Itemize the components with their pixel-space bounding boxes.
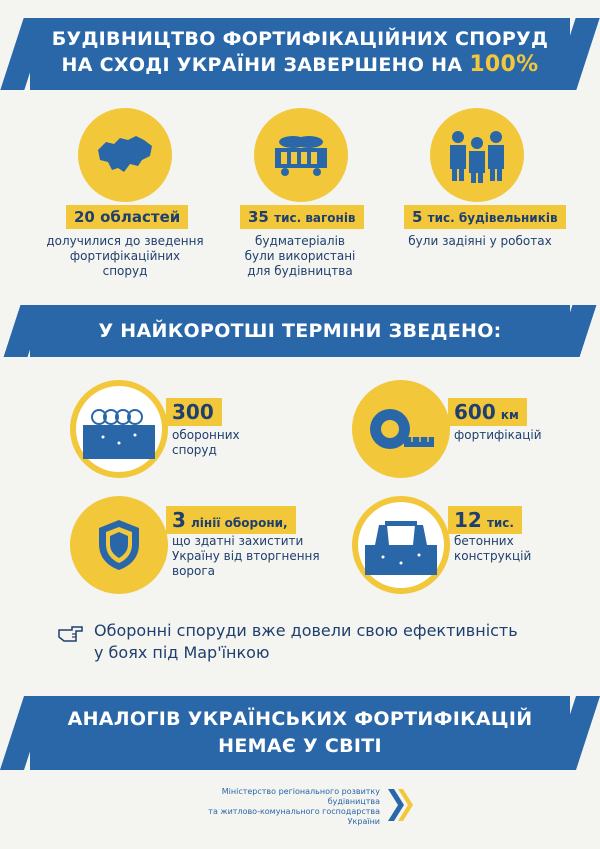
stat-1-circle: [78, 108, 172, 202]
stat-3-lines-desc-line2: Україну від вторгнення: [172, 549, 320, 563]
header-banner: [30, 18, 570, 90]
ukraine-map-icon: [94, 132, 156, 178]
stat-3-badge-num: 5: [412, 208, 423, 226]
stat-600-circle: [352, 380, 450, 478]
barbed-wire-icon: [83, 399, 155, 459]
ministry-line4: України: [347, 817, 380, 826]
section2-title: У НАЙКОРОТШІ ТЕРМІНИ ЗВЕДЕНО:: [98, 320, 502, 342]
stat-1-desc: [40, 234, 210, 279]
stat-300-num: 300: [172, 400, 214, 424]
shield-icon: [96, 518, 142, 572]
note-line1: Оборонні споруди вже довели свою ефективність: [94, 621, 518, 640]
stat-12k-desc-line2: конструкцій: [454, 549, 532, 563]
stat-12k-unit: тис.: [486, 516, 514, 530]
stat-3-badge-text: тис. будівельників: [427, 211, 558, 225]
stat-2-circle: [254, 108, 348, 202]
ministry-line3: та житлово-комунального господарства: [208, 807, 380, 816]
ministry-logo-icon: [386, 787, 414, 823]
stat-12k-badge: [448, 506, 522, 534]
note-text: [60, 620, 560, 664]
stat-3-lines-badge: [166, 506, 296, 534]
stat-300-circle: [70, 380, 168, 478]
tape-measure-icon: [366, 403, 436, 455]
stat-2-badge-text: тис. вагонів: [274, 211, 356, 225]
section2-banner: [30, 305, 570, 357]
stat-300-badge: [166, 398, 222, 426]
stat-2-desc: [220, 234, 380, 279]
stat-3-lines-circle: [70, 496, 168, 594]
stat-3-badge: [404, 205, 566, 229]
stat-3-lines-unit: лінії оборони,: [191, 516, 288, 530]
stat-600-desc-line1: фортифікацій: [454, 428, 542, 442]
footer-banner-line1: АНАЛОГІВ УКРАЇНСЬКИХ ФОРТИФІКАЦІЙ: [67, 708, 533, 730]
footer-banner: [30, 696, 570, 770]
stat-12k-circle: [352, 496, 450, 594]
stat-1-desc-line3: споруд: [102, 264, 148, 278]
stat-3-lines-desc-line1: що здатні захистити: [172, 534, 304, 548]
stat-300-desc-line1: оборонних: [172, 428, 240, 442]
header-line2: [30, 52, 570, 78]
stat-1-desc-line1: долучилися до зведення: [46, 234, 204, 248]
stat-2-desc-line3: для будівництва: [247, 264, 353, 278]
stat-600-desc: [454, 428, 542, 443]
stat-600-badge: [448, 398, 527, 426]
stat-600-unit: км: [500, 408, 519, 422]
stat-12k-num: 12: [454, 508, 482, 532]
stat-2-desc-line1: будматеріалів: [255, 234, 345, 248]
stat-300-desc-line2: споруд: [172, 443, 217, 457]
stat-1-badge-text: 20 областей: [74, 208, 181, 226]
header-line1: БУДІВНИЦТВО ФОРТИФІКАЦІЙНИХ СПОРУД: [51, 28, 549, 50]
workers-icon: [444, 127, 510, 183]
stat-1-desc-line2: фортифікаційних: [69, 249, 181, 263]
ministry-line2: будівництва: [327, 797, 380, 806]
stat-2-badge: [240, 205, 364, 229]
stat-300-desc: [172, 428, 240, 458]
stat-12k-desc: [454, 534, 531, 564]
stat-12k-desc-line1: бетонних: [454, 534, 514, 548]
stat-3-desc: [390, 234, 570, 249]
stat-1-badge: [66, 205, 188, 229]
concrete-structure-icon: [365, 515, 437, 575]
stat-600-num: 600: [454, 400, 496, 424]
stat-2-badge-num: 35: [248, 208, 269, 226]
note-line2: у боях під Мар'їнкою: [94, 643, 270, 662]
stat-2-desc-line2: були використані: [244, 249, 356, 263]
train-wagon-icon: [269, 130, 333, 180]
stat-3-lines-num: 3: [172, 508, 186, 532]
stat-3-desc-line1: були задіяні у роботах: [408, 234, 552, 248]
stat-3-lines-desc-line3: ворога: [172, 564, 216, 578]
stat-3-lines-desc: [172, 534, 320, 579]
ministry-caption: [200, 787, 380, 827]
stat-3-circle: [430, 108, 524, 202]
header-line2-text: НА СХОДІ УКРАЇНИ ЗАВЕРШЕНО НА: [61, 54, 463, 76]
header-percent: 100%: [469, 52, 539, 77]
footer-banner-line2: НЕМАЄ У СВІТІ: [218, 735, 382, 757]
ministry-line1: Міністерство регіонального розвитку: [221, 787, 380, 796]
